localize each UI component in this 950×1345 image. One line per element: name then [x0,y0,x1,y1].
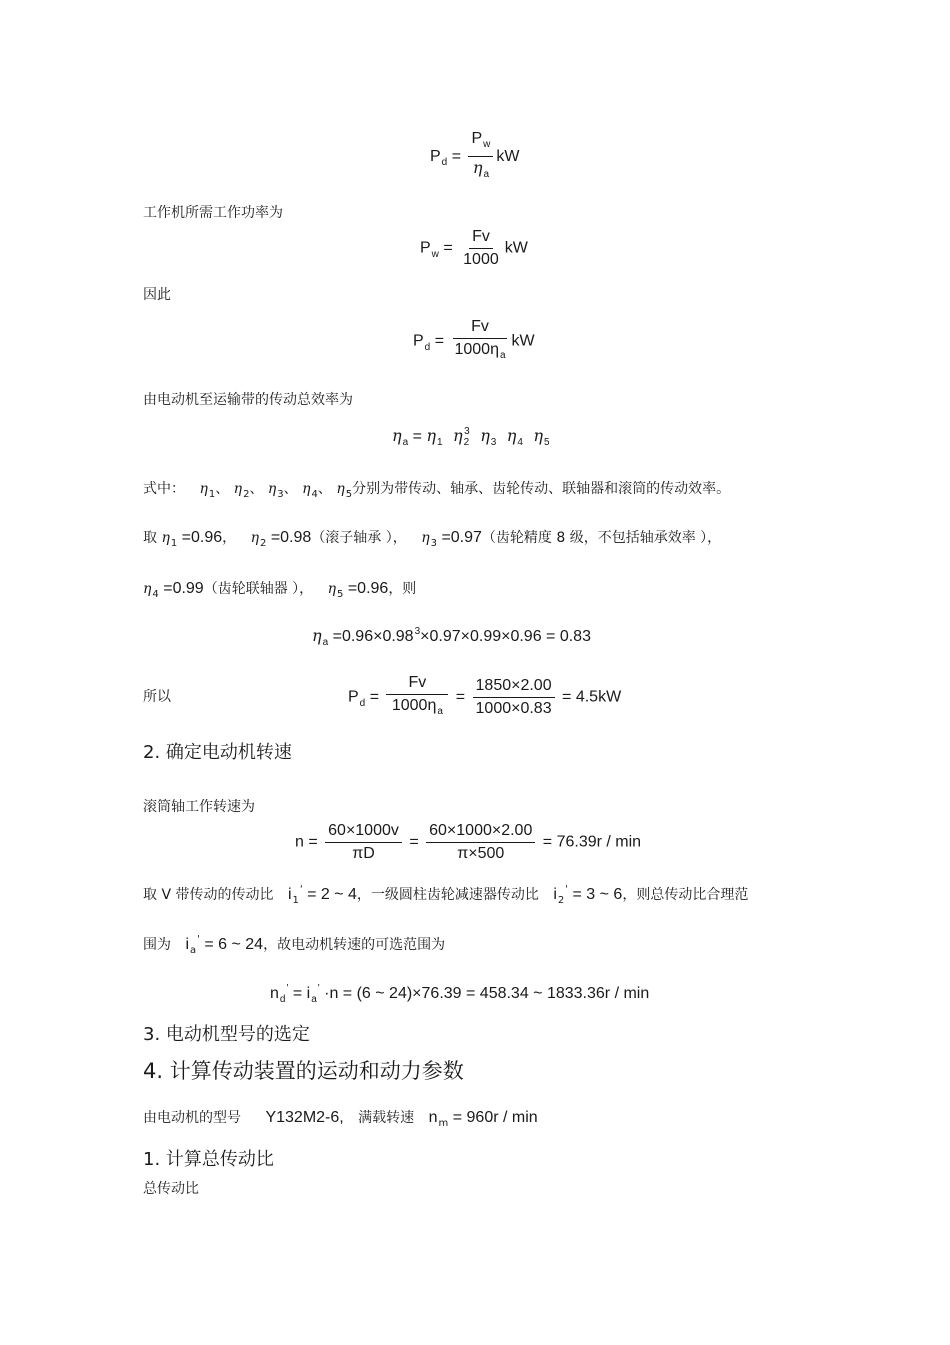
text-where-definitions: 式中： $\eta_1$、 $\eta_2$、 $\eta_3$、 $\eta_4$、 $\eta_5$分别为带传动、轴承、齿轮传动、联轴器和滚筒的传动效率。 [143,481,731,500]
text-work-power: 工作机所需工作功率为 [143,205,283,221]
text-drum-speed: 滚筒轴工作转速为 [143,799,255,815]
fraction: $\frac{60\times 1000\times 2.00}{\pi\times 500}$ [426,822,535,863]
text-take-values-2: $\eta_4 =0.99$（齿轮联轴器 ）， $\eta_5 =0.96$，则 [143,580,417,600]
fraction: $\frac{Fv}{1000}$ [463,228,499,268]
equation-eta-a: $\eta_a = \eta_1$ $\eta_2^3$ $\eta_3$ $\eta_4$ $\eta_5$ [392,426,550,448]
equation-pw: $P_w$ = $\frac{Fv}{1000}$ kW [420,228,528,268]
heading-total-ratio: 1. 计算总传动比 [143,1149,274,1170]
equation-eta-a-value: $\eta_a =0.96\times 0.98^3\times 0.97\times 0.99\times 0.96 = 0.83$ [312,626,591,648]
text-motor-model: 由电动机的型号 Y132M2-6, 满载转速 $n_m = 960r / \min$ [143,1109,538,1129]
heading-motor-model: 3. 电动机型号的选定 [143,1024,310,1045]
fraction: $\frac{Fv}{1000\eta_a}$ [386,674,448,721]
fraction: $\frac{Fv}{1000\eta_a}$ [454,318,506,361]
text-total-ratio: 总传动比 [143,1181,199,1197]
equation-motor-speed-range: $n_d' = i_a' \cdot n = (6$ ~ 24)×76.39 = 458.34 ~ 1833.36r / min [270,983,650,1005]
equation-pd-fv: $P_d$ = $\frac{Fv}{1000\eta_a}$ kW [413,318,535,365]
equation-pd-pw-eta: $P_d$ = $\frac{P_w}{\eta_a}$ kW [430,130,520,184]
fraction: $\frac{1850\times 2.00}{1000\times 0.83}$ [473,677,555,718]
fraction: $\frac{60\times 1000v}{\pi D}$ [325,822,402,863]
eq-op: = [451,148,462,166]
fraction: $\frac{P_w}{\eta_a}$ [468,130,493,184]
text-so: 所以 [143,689,171,705]
text-take-values-1: 取 $\eta_1 =0.96$， $\eta_2 =0.98$（滚子轴承 ）， $\eta_3 =0.97$（齿轮精度 8 级，不包括轴承效率 ）， [143,529,722,549]
equation-drum-speed: n = $\frac{60\times 1000v}{\pi D}$ = $\frac{60\times 1000\times 2.00}{\pi\times 500}$ = 76.39r / min [295,822,642,862]
text-ratio-range-1: 取 V 带传动的传动比 $i_1' = 2$ ~ 4，一级圆柱齿轮减速器传动比 $i_2' = 3$ ~ 6，则总传动比合理范 [143,884,749,906]
eq-unit: kW [496,148,520,166]
text-therefore: 因此 [143,287,171,303]
eq-lhs: P [430,148,441,166]
heading-motor-speed: 2. 确定电动机转速 [143,742,292,763]
text-ratio-range-2: 围为 $i_a' = 6$ ~ 24，故电动机转速的可选范围为 [143,934,446,956]
equation-pd-value: $P_d$ = $\frac{Fv}{1000\eta_a}$ = $\frac{1850\times 2.00}{1000\times 0.83}$ = 4.5kW [348,674,621,721]
heading-transmission-params: 4. 计算传动装置的运动和动力参数 [143,1059,464,1083]
text-total-efficiency: 由电动机至运输带的传动总效率为 [143,392,353,408]
